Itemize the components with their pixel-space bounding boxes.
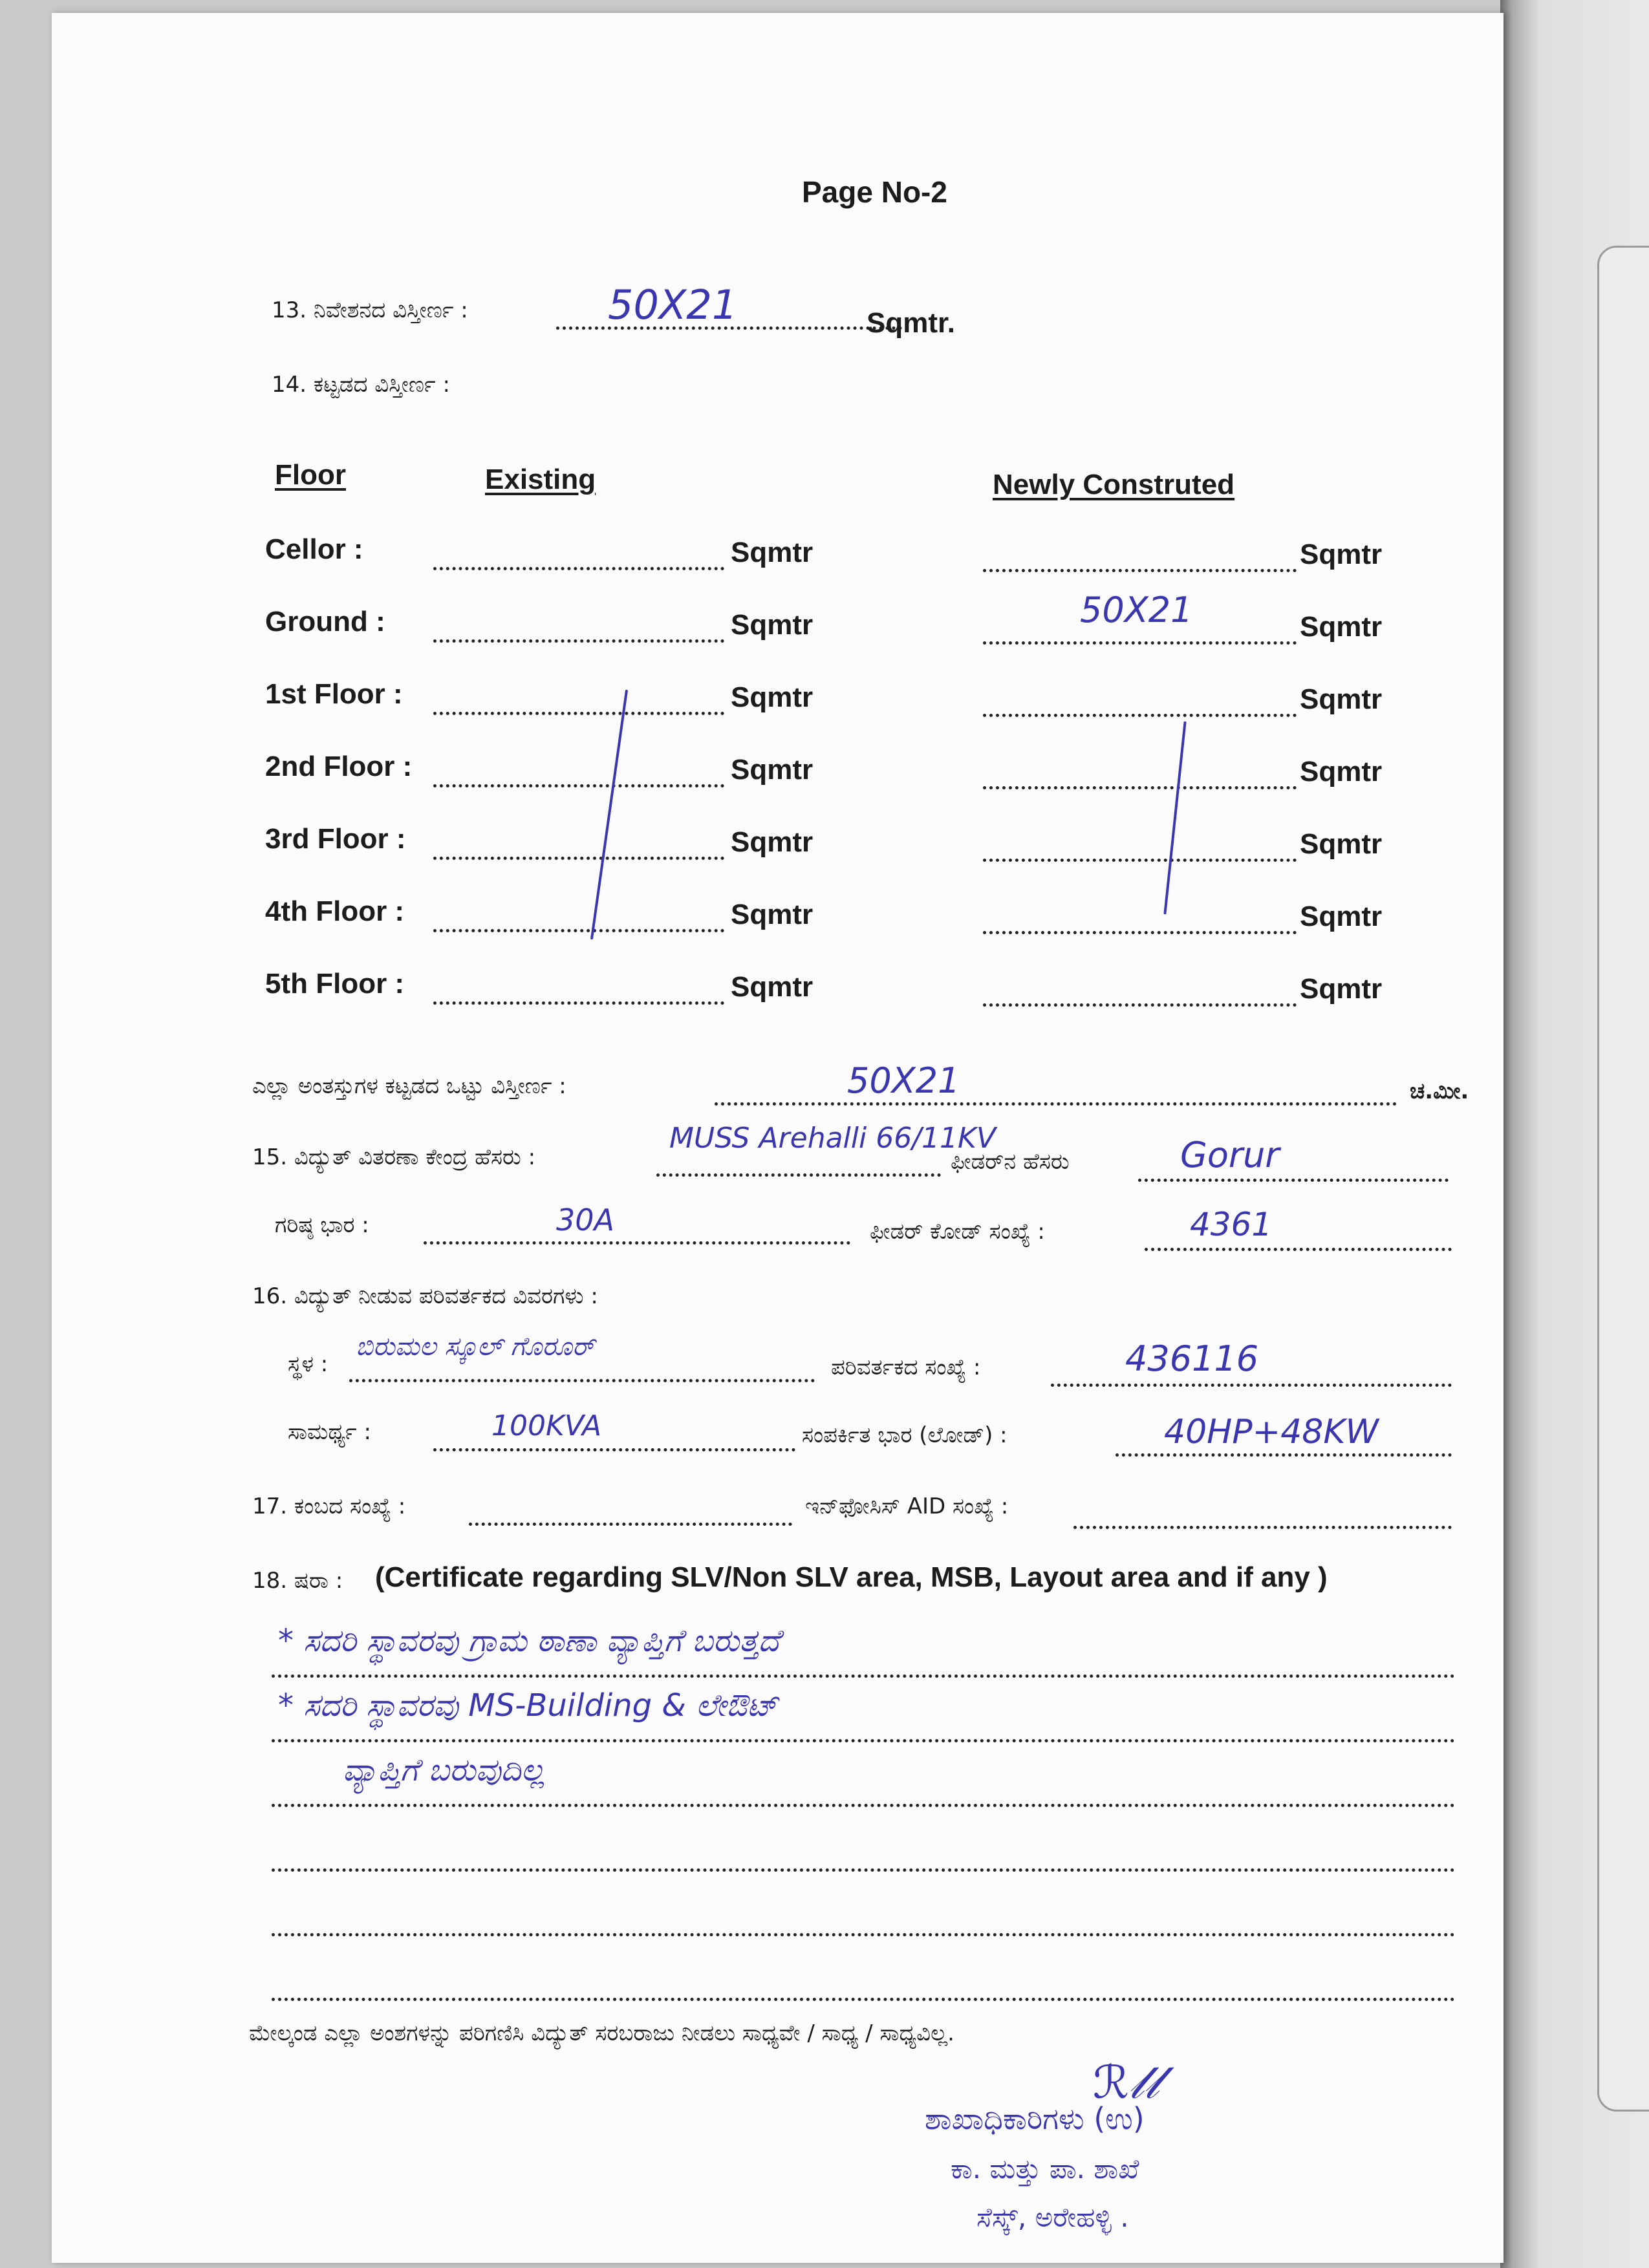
remark-dotted-line xyxy=(272,1674,1455,1678)
item13-label: 13. ನಿವೇಶನದ ವಿಸ್ತೀರ್ಣ : xyxy=(272,297,468,323)
page-title: Page No-2 xyxy=(802,175,947,209)
max-load-dotted-line xyxy=(424,1241,850,1245)
infosys-aid-label: ಇನ್‌ಫೋಸಿಸ್ AID ಸಂಖ್ಯೆ : xyxy=(805,1493,1009,1519)
existing-unit: Sqmtr xyxy=(731,537,814,568)
new-unit: Sqmtr xyxy=(1300,683,1383,715)
item17-label: 17. ಕಂಬದ ಸಂಖ್ಯೆ : xyxy=(252,1493,406,1519)
floor-row-label: Cellor : xyxy=(265,533,363,565)
new-unit: Sqmtr xyxy=(1300,973,1383,1005)
connected-load-dotted-line xyxy=(1116,1453,1452,1457)
col-existing-header: Existing xyxy=(485,464,596,495)
new-dotted-line xyxy=(983,859,1297,862)
place-dotted-line xyxy=(349,1379,815,1382)
existing-dotted-line xyxy=(433,639,724,643)
floor-row-label: 3rd Floor : xyxy=(265,823,406,855)
infosys-aid-dotted-line xyxy=(1073,1526,1452,1529)
existing-unit: Sqmtr xyxy=(731,609,814,641)
remark-dotted-line xyxy=(272,1804,1455,1807)
new-unit: Sqmtr xyxy=(1300,611,1383,643)
floor-row-label: 2nd Floor : xyxy=(265,751,413,782)
stamp-line-3: ಸೆಸ್ಕ್, ಅರೇಹಳ್ಳಿ . xyxy=(976,2201,1129,2233)
col-floor-header: Floor xyxy=(275,459,346,491)
existing-strike-mark xyxy=(590,690,628,940)
new-unit: Sqmtr xyxy=(1300,901,1383,932)
item13-unit: Sqmtr. xyxy=(867,307,955,339)
background-card-edge xyxy=(1597,246,1649,2112)
max-load-label: ಗರಿಷ್ಠ ಭಾರ : xyxy=(275,1212,369,1238)
col-new-header: Newly Construted xyxy=(993,469,1235,500)
existing-dotted-line xyxy=(433,857,724,860)
remark-dotted-line xyxy=(272,1868,1455,1872)
connected-load-value: 40HP+48KW xyxy=(1164,1413,1379,1451)
tc-no-label: ಪರಿವರ್ತಕದ ಸಂಖ್ಯೆ : xyxy=(831,1354,981,1380)
item18-label: 18. ಷರಾ : xyxy=(252,1568,343,1594)
feeder-name-label: ಫೀಡರ್‌ನ ಹೆಸರು xyxy=(951,1149,1070,1175)
stamp-line-1: ಶಾಖಾಧಿಕಾರಿಗಳು (ಉ) xyxy=(925,2101,1145,2136)
officer-signature: ℛ𝓁𝓁 xyxy=(1093,2056,1159,2109)
total-dotted-line xyxy=(715,1102,1397,1106)
document-page xyxy=(52,13,1503,2263)
feasibility-statement: ಮೇಲ್ಕಂಡ ಎಲ್ಲಾ ಅಂಶಗಳನ್ನು ಪರಿಗಣಿಸಿ ವಿದ್ಯುತ್ ಸರಬರಾಜು ನೀಡಲು ಸಾಧ್ಯವೇ / ಸಾಧ್ಯ / ಸಾಧ್ಯವಿಲ್ಲ. xyxy=(249,2020,954,2046)
feeder-name-value: Gorur xyxy=(1180,1135,1280,1175)
remark-line: ವ್ಯಾಪ್ತಿಗೆ ಬರುವುದಿಲ್ಲ xyxy=(343,1752,545,1788)
item13-value: 50X21 xyxy=(608,281,738,328)
capacity-value: 100KVA xyxy=(491,1409,602,1442)
item18-instruction: (Certificate regarding SLV/Non SLV area, MSB, Layout area and if any ) xyxy=(375,1561,1328,1593)
item16-label: 16. ವಿದ್ಯುತ್ ನೀಡುವ ಪರಿವರ್ತಕದ ವಿವರಗಳು : xyxy=(252,1283,598,1309)
feeder-code-dotted-line xyxy=(1145,1248,1452,1251)
existing-unit: Sqmtr xyxy=(731,971,814,1003)
existing-unit: Sqmtr xyxy=(731,826,814,858)
new-value: 50X21 xyxy=(1080,590,1193,630)
existing-dotted-line xyxy=(433,567,724,570)
remark-line: * ಸದರಿ ಸ್ಥಾವರವು ಗ್ರಾಮ ಠಾಣಾ ವ್ಯಾಪ್ತಿಗೆ ಬರುತ್ತದೆ xyxy=(278,1623,780,1659)
existing-unit: Sqmtr xyxy=(731,754,814,786)
capacity-dotted-line xyxy=(433,1448,795,1451)
existing-dotted-line xyxy=(433,1001,724,1005)
item15-value: MUSS Arehalli 66/11KV xyxy=(669,1122,996,1155)
connected-load-label: ಸಂಪರ್ಕಿತ ಭಾರ (ಲೋಡ್) : xyxy=(802,1422,1008,1448)
stamp-line-2: ಕಾ. ಮತ್ತು ಪಾ. ಶಾಖೆ xyxy=(951,2153,1139,2185)
new-dotted-line xyxy=(983,1003,1297,1007)
max-load-value: 30A xyxy=(556,1203,615,1237)
floor-row-label: 4th Floor : xyxy=(265,895,405,927)
item14-label: 14. ಕಟ್ಟಡದ ವಿಸ್ತೀರ್ಣ : xyxy=(272,372,450,398)
place-label: ಸ್ಥಳ : xyxy=(288,1351,329,1377)
pole-no-dotted-line xyxy=(469,1523,792,1526)
item15-label: 15. ವಿದ್ಯುತ್ ವಿತರಣಾ ಕೇಂದ್ರ ಹೆಸರು : xyxy=(252,1144,536,1170)
remark-dotted-line xyxy=(272,1933,1455,1936)
existing-dotted-line xyxy=(433,784,724,787)
capacity-label: ಸಾಮರ್ಥ್ಯ : xyxy=(288,1419,371,1445)
remark-dotted-line xyxy=(272,1739,1455,1742)
new-dotted-line xyxy=(983,641,1297,645)
new-dotted-line xyxy=(983,931,1297,934)
existing-unit: Sqmtr xyxy=(731,681,814,713)
tc-no-dotted-line xyxy=(1051,1384,1452,1387)
total-label: ಎಲ್ಲಾ ಅಂತಸ್ತುಗಳ ಕಟ್ಟಡದ ಒಟ್ಟು ವಿಸ್ತೀರ್ಣ : xyxy=(252,1073,566,1099)
total-value: 50X21 xyxy=(847,1060,960,1101)
feeder-name-dotted-line xyxy=(1138,1179,1449,1182)
remark-dotted-line xyxy=(272,1998,1455,2001)
new-dotted-line xyxy=(983,569,1297,572)
total-unit: ಚ.ಮೀ. xyxy=(1410,1078,1469,1104)
existing-dotted-line xyxy=(433,712,724,715)
new-strike-mark xyxy=(1163,722,1186,915)
floor-row-label: Ground : xyxy=(265,606,385,637)
floor-row-label: 1st Floor : xyxy=(265,678,403,710)
feeder-code-label: ಫೀಡರ್ ಕೋಡ್ ಸಂಖ್ಯೆ : xyxy=(870,1219,1045,1245)
place-value: ಬಿರುಮಲ ಸ್ಕೂಲ್ ಗೊರೂರ್ xyxy=(356,1332,595,1362)
floor-row-label: 5th Floor : xyxy=(265,968,405,1000)
new-unit: Sqmtr xyxy=(1300,756,1383,787)
existing-dotted-line xyxy=(433,929,724,932)
existing-unit: Sqmtr xyxy=(731,899,814,930)
tc-no-value: 436116 xyxy=(1125,1338,1259,1379)
feeder-code-value: 4361 xyxy=(1190,1206,1273,1243)
new-unit: Sqmtr xyxy=(1300,828,1383,860)
remark-line: * ಸದರಿ ಸ್ಥಾವರವು MS-Building & ಲೇಔಟ್ xyxy=(278,1687,778,1724)
item15-dotted-line xyxy=(656,1173,941,1177)
new-dotted-line xyxy=(983,714,1297,717)
new-dotted-line xyxy=(983,786,1297,789)
new-unit: Sqmtr xyxy=(1300,539,1383,570)
